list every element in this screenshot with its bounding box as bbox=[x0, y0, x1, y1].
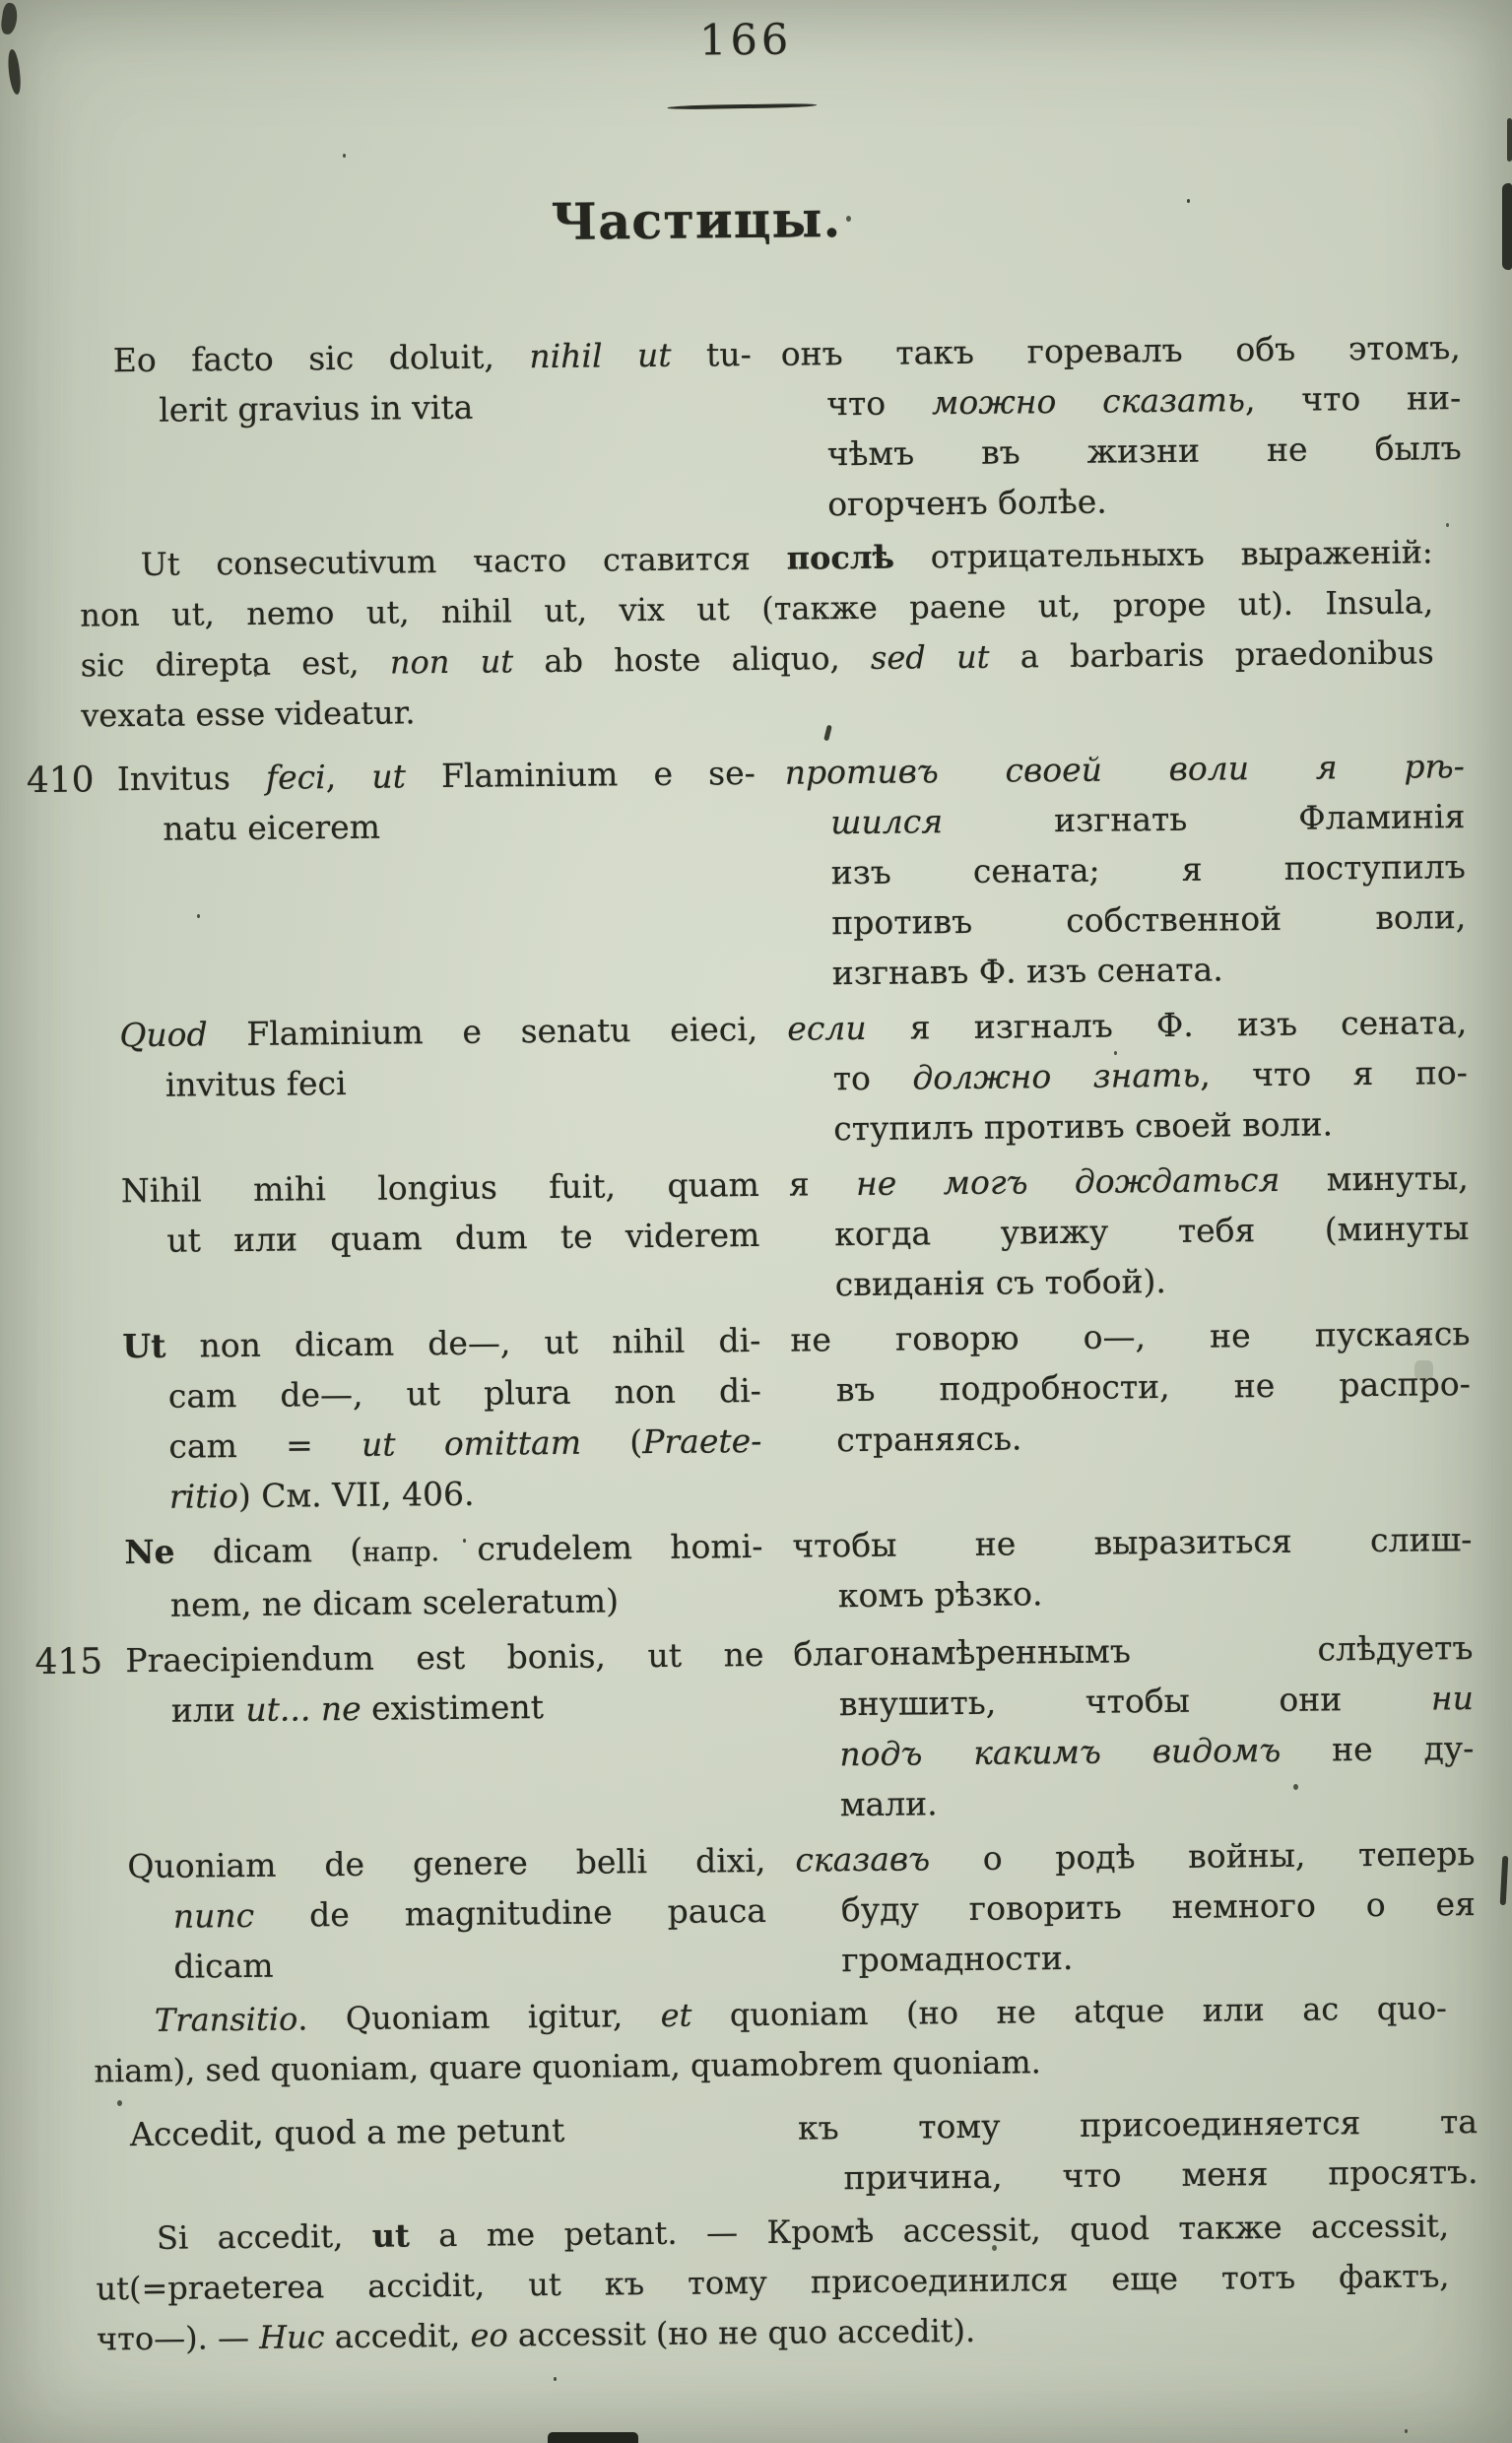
text-segment: когда увижу тебя (минуты bbox=[834, 1209, 1470, 1254]
latin-column bbox=[117, 748, 757, 1005]
text-segment: ut или quam dum te viderem bbox=[166, 1215, 760, 1260]
entry-number bbox=[31, 1165, 93, 1317]
text-segment: комъ рѣзко. bbox=[837, 1574, 1043, 1616]
text-segment: accessit (но не quo accedit). bbox=[507, 2311, 976, 2354]
entry-number bbox=[36, 1841, 99, 1993]
text-line bbox=[123, 1416, 761, 1472]
text-line bbox=[787, 942, 1467, 999]
text-segment: что bbox=[826, 383, 933, 424]
section-title: Частицы. bbox=[551, 190, 842, 252]
text-line bbox=[125, 1629, 763, 1685]
text-segment: отрицательныхъ выраженій: bbox=[893, 533, 1433, 576]
text-line bbox=[793, 1564, 1473, 1621]
text-line bbox=[117, 798, 756, 854]
text-segment: ступилъ противъ своей воли. bbox=[833, 1104, 1334, 1149]
text-segment: ( bbox=[580, 1422, 643, 1462]
text-line bbox=[789, 1203, 1469, 1260]
text-segment: благонамѣреннымъ слѣдуетъ bbox=[793, 1628, 1474, 1674]
text-line bbox=[789, 1153, 1469, 1210]
text-segment: должно знать bbox=[912, 1055, 1201, 1097]
text-segment: онъ такъ горевалъ объ этомъ, bbox=[780, 328, 1461, 373]
text-line bbox=[125, 1574, 763, 1630]
text-line bbox=[124, 1521, 762, 1580]
text-segment: внушить, чтобы они bbox=[838, 1679, 1432, 1724]
text-segment: не ду- bbox=[1281, 1729, 1475, 1769]
note-paragraph bbox=[94, 1983, 1448, 2096]
text-segment: invitus feci bbox=[164, 1063, 347, 1104]
text-segment: если bbox=[787, 1008, 867, 1048]
text-segment: , что ни- bbox=[1244, 378, 1462, 420]
text-segment: , что я по- bbox=[1200, 1053, 1468, 1094]
text-segment: Quoniam de genere belli dixi, bbox=[127, 1840, 766, 1886]
latin-column bbox=[113, 329, 754, 536]
text-line bbox=[793, 1622, 1473, 1680]
text-line bbox=[113, 379, 752, 435]
text-segment: ) См. VII, 406. bbox=[237, 1474, 475, 1516]
text-line bbox=[113, 329, 752, 385]
text-line bbox=[121, 1210, 759, 1266]
text-segment: Praete- bbox=[642, 1420, 762, 1462]
text-segment: cam de—, ut plura non di- bbox=[167, 1370, 762, 1416]
entry-number bbox=[32, 1321, 95, 1523]
entry-row bbox=[23, 322, 1462, 537]
latin-column bbox=[124, 1521, 763, 1630]
russian-column bbox=[795, 1828, 1476, 1986]
text-segment: причина, что меня просятъ. bbox=[843, 2152, 1479, 2198]
text-segment: existiment bbox=[361, 1687, 545, 1728]
text-segment: послѣ bbox=[786, 538, 895, 577]
text-segment: ab hoste aliquo, bbox=[512, 638, 872, 681]
entries-container bbox=[23, 322, 1479, 2378]
text-segment: a barbaris praedonibus bbox=[989, 633, 1434, 676]
text-line bbox=[790, 1253, 1470, 1310]
dust-specks bbox=[343, 154, 346, 158]
text-segment: шился bbox=[830, 802, 944, 842]
text-segment: ut... ne bbox=[245, 1688, 362, 1730]
text-segment: . Quoniam igitur, bbox=[297, 1996, 661, 2038]
text-segment: quoniam (но не atque или ac quo- bbox=[691, 1989, 1448, 2034]
latin-column bbox=[121, 1159, 760, 1316]
text-segment: ut omittam bbox=[361, 1422, 582, 1464]
page-number-underline bbox=[667, 103, 817, 110]
entry-row bbox=[33, 1514, 1473, 1631]
text-segment: не говорю о—, не пускаясь bbox=[790, 1314, 1471, 1359]
text-segment: громадности. bbox=[841, 1938, 1074, 1980]
text-segment: Ut consecutivum часто ставится bbox=[140, 539, 787, 583]
text-line bbox=[781, 372, 1461, 429]
text-line bbox=[794, 1673, 1474, 1730]
text-line bbox=[119, 1004, 757, 1060]
text-line bbox=[128, 1885, 766, 1942]
entry-number bbox=[29, 1010, 91, 1161]
entry-row bbox=[26, 741, 1467, 1006]
text-segment: dicam ( bbox=[174, 1530, 363, 1571]
text-line bbox=[787, 997, 1467, 1054]
text-segment: сказавъ bbox=[795, 1839, 931, 1880]
page-number: 166 bbox=[698, 15, 793, 66]
text-segment: lerit gravius in vita bbox=[159, 387, 474, 429]
text-segment: Eo facto sic doluit, bbox=[112, 337, 530, 380]
text-line bbox=[788, 1047, 1468, 1104]
russian-column bbox=[792, 1514, 1473, 1624]
text-line bbox=[120, 1054, 758, 1110]
text-segment: Praecipiendum est bonis, ut ne bbox=[125, 1634, 764, 1681]
entry-number bbox=[39, 2109, 101, 2211]
text-segment: Si accedit, bbox=[156, 2216, 372, 2257]
text-line bbox=[122, 1315, 760, 1371]
text-line bbox=[782, 473, 1462, 530]
text-segment: ritio bbox=[168, 1477, 239, 1516]
entry-row bbox=[31, 1153, 1470, 1317]
text-line bbox=[795, 1773, 1475, 1830]
text-line bbox=[117, 748, 756, 804]
scan-artifact bbox=[548, 2432, 638, 2443]
text-segment: ut(=praeterea accidit, ut къ тому присоединился еще тотъ фактъ, bbox=[96, 2257, 1450, 2308]
russian-column bbox=[787, 997, 1468, 1155]
latin-column bbox=[125, 1629, 765, 1836]
text-segment: nem, ne dicam sceleratum) bbox=[169, 1581, 620, 1624]
text-segment: tu- bbox=[671, 335, 752, 374]
text-line bbox=[792, 1514, 1472, 1571]
russian-column bbox=[780, 322, 1462, 530]
entry-row bbox=[39, 2096, 1479, 2211]
latin-column bbox=[122, 1315, 762, 1522]
text-segment: nihil ut bbox=[529, 335, 672, 376]
entry-row bbox=[36, 1828, 1477, 1993]
text-segment: что—). — bbox=[96, 2318, 260, 2358]
text-segment: Quod bbox=[119, 1015, 208, 1055]
text-line bbox=[128, 1936, 766, 1992]
text-segment: crudelem homi- bbox=[438, 1526, 763, 1569]
text-segment: я изгналъ Ф. изъ сената, bbox=[866, 1003, 1468, 1047]
entry-row bbox=[34, 1622, 1475, 1837]
note-paragraph bbox=[80, 527, 1435, 741]
text-segment: Transitio bbox=[154, 2000, 298, 2039]
text-segment: Flaminium e senatu eieci, bbox=[207, 1009, 758, 1054]
text-segment: sic direpta est, bbox=[80, 643, 391, 685]
text-segment: Invitus bbox=[116, 758, 267, 799]
entry-number bbox=[33, 1527, 96, 1631]
text-line bbox=[786, 891, 1466, 949]
text-line bbox=[123, 1365, 761, 1421]
text-segment: Flaminium e se- bbox=[405, 753, 756, 796]
text-line bbox=[788, 1097, 1468, 1155]
entry-number: 410 bbox=[26, 759, 95, 802]
entry-number bbox=[23, 336, 86, 538]
text-line bbox=[124, 1466, 762, 1522]
text-line bbox=[126, 1680, 764, 1736]
text-line bbox=[121, 1159, 759, 1216]
text-segment: de magnitudine pauca bbox=[253, 1890, 767, 1935]
text-line bbox=[780, 322, 1460, 379]
text-segment: то bbox=[832, 1058, 913, 1098]
text-segment: ut bbox=[371, 2216, 411, 2255]
text-segment: natu eicerem bbox=[163, 807, 381, 848]
latin-column bbox=[130, 2103, 769, 2210]
text-line bbox=[791, 1409, 1471, 1466]
text-segment: et bbox=[660, 1996, 692, 2034]
text-line bbox=[785, 741, 1465, 798]
text-segment: изгнавъ Ф. изъ сената. bbox=[831, 950, 1223, 993]
text-segment: , bbox=[325, 757, 372, 797]
text-segment: cam = bbox=[168, 1424, 362, 1466]
russian-column bbox=[790, 1308, 1472, 1516]
text-segment: vexata esse videatur. bbox=[81, 693, 416, 735]
entry-row bbox=[32, 1308, 1471, 1523]
text-segment: eo bbox=[470, 2316, 508, 2354]
text-segment: ut bbox=[371, 757, 407, 796]
latin-column bbox=[119, 1004, 758, 1160]
text-segment: ни bbox=[1430, 1679, 1475, 1718]
text-line bbox=[796, 1929, 1476, 1986]
text-segment: можно сказать bbox=[931, 380, 1246, 423]
text-segment: не могъ дождаться bbox=[855, 1159, 1281, 1204]
text-line bbox=[781, 423, 1461, 480]
text-segment: Ut bbox=[122, 1326, 166, 1366]
text-line bbox=[127, 1835, 765, 1891]
russian-column bbox=[793, 1622, 1475, 1830]
text-segment: свиданія съ тобой). bbox=[834, 1262, 1167, 1304]
text-segment: минуты, bbox=[1280, 1158, 1469, 1199]
text-segment: въ подробности, не распро- bbox=[835, 1364, 1471, 1410]
text-segment: изъ сената; я поступилъ bbox=[830, 847, 1466, 892]
text-segment: страняясь. bbox=[836, 1419, 1022, 1460]
text-line bbox=[796, 1879, 1476, 1936]
entry-row bbox=[29, 997, 1468, 1161]
text-segment: Nihil mihi longius fuit, quam bbox=[120, 1164, 760, 1211]
text-line bbox=[790, 1308, 1470, 1365]
text-segment: огорченъ болѣе. bbox=[827, 482, 1107, 524]
text-line bbox=[786, 841, 1466, 898]
text-segment: nunc bbox=[172, 1895, 255, 1936]
text-segment: я bbox=[788, 1164, 857, 1204]
text-segment: буду говорить немного о ея bbox=[840, 1884, 1477, 1930]
russian-column bbox=[789, 1153, 1470, 1310]
text-segment: non dicam de—, ut nihil di- bbox=[165, 1320, 761, 1365]
text-segment: Accedit, quod a me petunt bbox=[129, 2110, 565, 2154]
text-segment: a me petant. — Кромѣ accessit, quod также accessit, bbox=[409, 2207, 1450, 2255]
text-line bbox=[785, 791, 1465, 848]
text-segment: напр. bbox=[362, 1537, 440, 1568]
latin-column bbox=[127, 1835, 766, 1992]
text-segment: чтобы не выразиться слиш- bbox=[792, 1520, 1473, 1565]
text-line bbox=[798, 2096, 1478, 2153]
text-segment: accedit, bbox=[324, 2316, 471, 2356]
text-segment: противъ своей воли я рѣ- bbox=[784, 747, 1465, 792]
text-segment: non ut bbox=[389, 642, 514, 682]
text-segment: Ne bbox=[124, 1532, 175, 1572]
text-segment: подъ какимъ видомъ bbox=[839, 1730, 1282, 1774]
text-line bbox=[795, 1828, 1475, 1885]
text-line bbox=[794, 1723, 1474, 1780]
text-segment: dicam bbox=[173, 1946, 274, 1986]
text-line bbox=[791, 1358, 1471, 1416]
text-segment: противъ собственной воли, bbox=[831, 897, 1467, 943]
text-segment: niam), sed quoniam, quare quoniam, quamobrem quoniam. bbox=[94, 2043, 1042, 2090]
note-paragraph bbox=[96, 2201, 1450, 2364]
text-segment: чѣмъ въ жизни не былъ bbox=[826, 429, 1462, 474]
text-segment: изгнать Фламинія bbox=[942, 797, 1466, 841]
scan-artifact bbox=[1502, 183, 1512, 270]
russian-column bbox=[798, 2096, 1479, 2204]
text-segment: Huc bbox=[258, 2318, 325, 2356]
text-segment: о родѣ войны, теперь bbox=[929, 1834, 1476, 1879]
scan-artifact bbox=[1507, 118, 1512, 162]
entry-number: 415 bbox=[34, 1641, 103, 1684]
text-segment: feci bbox=[265, 758, 326, 797]
russian-column bbox=[785, 741, 1467, 999]
text-segment: или bbox=[170, 1690, 246, 1730]
text-segment: къ тому присоединяется та bbox=[797, 2102, 1479, 2147]
text-segment: мали. bbox=[839, 1784, 938, 1824]
text-segment: sed ut bbox=[870, 637, 990, 677]
text-line bbox=[798, 2146, 1478, 2204]
text-line bbox=[130, 2103, 768, 2159]
text-segment: non ut, nemo ut, nihil ut, vix ut (также paene ut, prope ut). Insula, bbox=[80, 583, 1434, 634]
